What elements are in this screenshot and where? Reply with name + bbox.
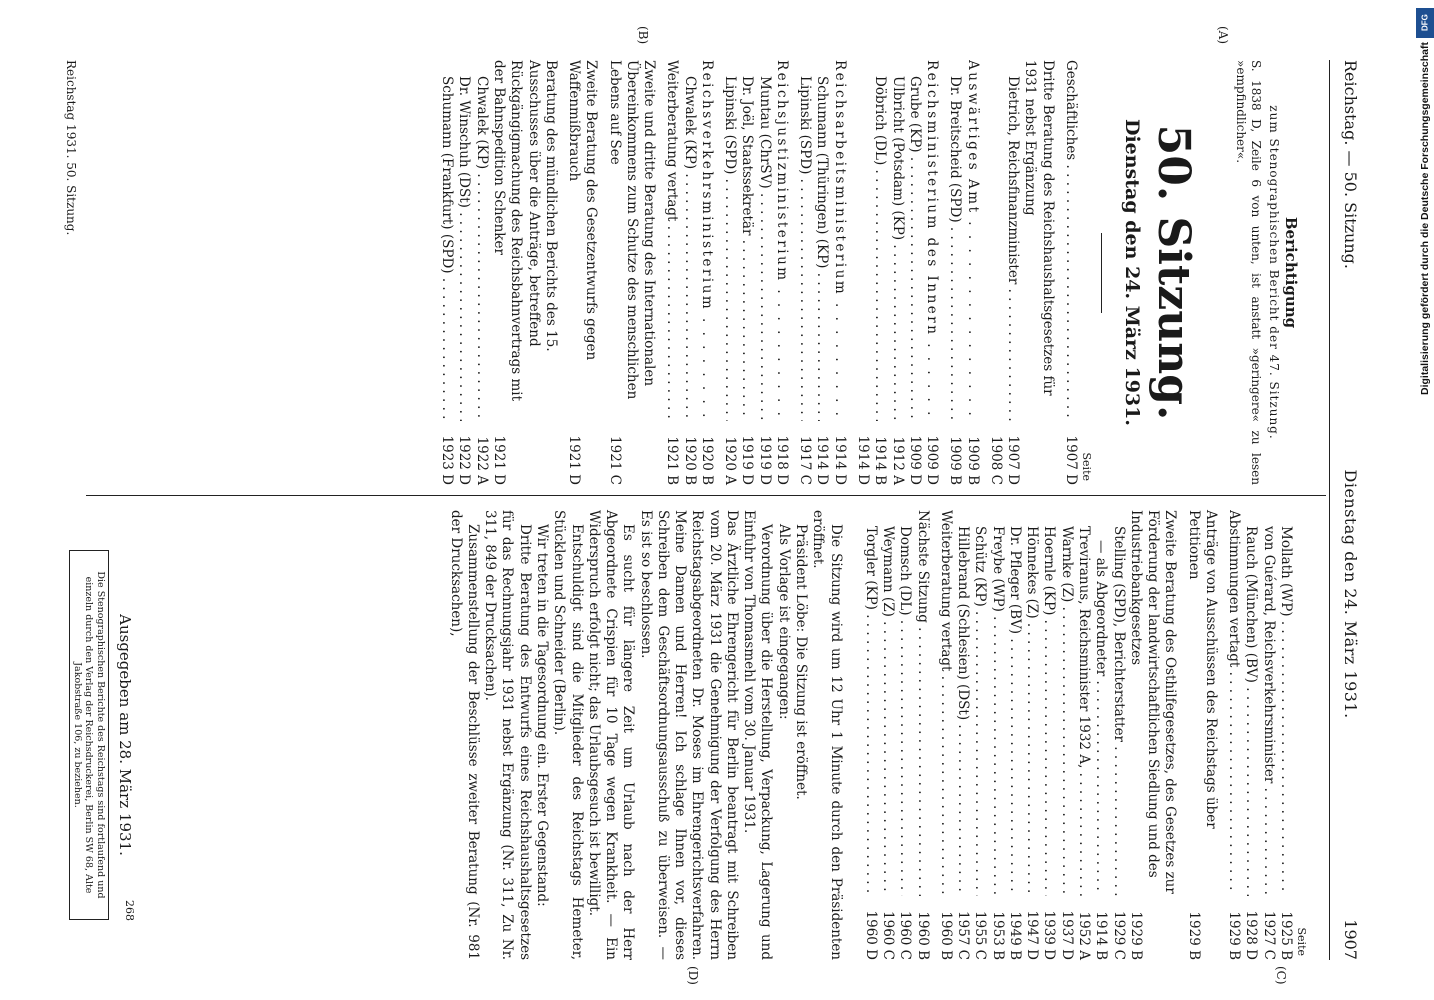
proceedings-paragraph: Als Vorlage ist eingegangen: [775,524,792,720]
toc-entry-page: 1920 A [722,436,739,485]
toc-entry-text: Schumann (Frankfurt) (SPD) . . . [438,60,455,421]
toc-entry [490,60,559,485]
toc-entry-page: 1914 B [1093,911,1110,960]
toc-entry-text: Geschäftliches . . . [1062,60,1079,421]
toc-entry-text: Hillebrand (Schlesien) (DSt) . . . [954,510,971,896]
toc-entry-text: Mollath (WP) . . . [1277,510,1294,896]
toc-entry-text: Weymann (Z) . . . [879,510,896,896]
toc-entry [1006,510,1023,960]
toc-entry-page: 1909 B [947,436,964,485]
toc-entry [721,60,738,485]
toc-entry [854,60,871,485]
toc-entry-text: Döbrich (DL) . . . [871,60,888,421]
toc-entry-page: 1921 C [606,436,623,485]
toc-entry [1057,510,1074,960]
toc-entry-text: Chwalek (KP) . . . [680,60,697,421]
toc-entry-text: Dritte Beratung des Reichshaushaltsgesetzes für 1931 nebst Ergänzung [1022,60,1056,396]
toc-entry [937,510,954,960]
margin-mark-d: (D) [686,966,700,985]
dfg-logo-icon: DFG [1416,8,1434,38]
toc-entry-page: 1909 D [906,435,923,485]
publication-date: Ausgegeben am 28. März 1931. [116,614,134,856]
toc-entry-page: 1929 B [1226,911,1243,960]
toc-entry-page: 1909 D [924,435,941,485]
toc-entry [1062,60,1079,485]
toc-entry-page: 1920 B [698,436,715,485]
toc-entry-text: Dr. Pfleger (BV) . . . [1006,510,1023,896]
toc-entry-page: 1960 B [914,911,931,960]
proceedings-paragraph: Präsident Löbe: Die Sitzung ist eröffnet. [793,524,810,800]
toc-entry [438,60,455,485]
toc-entry-page: 1960 C [880,911,897,960]
table-of-contents-right [862,510,1294,960]
toc-entry-text: Muntau (ChrSV) . . . [755,60,772,421]
toc-entry-text: Anträge von Ausschüssen des Reichstags über Petitionen [1185,510,1219,829]
toc-entry-page: 1929 B [1185,911,1202,960]
correction-subtitle: zum Stenographischen Bericht der 47. Sitzung. [1266,105,1281,440]
toc-entry-text: Dietrich, Reichsfinanzminister . . . [1004,60,1021,421]
imprint-box: Die Stenographischen Berichte des Reichstags sind fortlaufend und einzeln durch den Verlag der Reichsdruckerei, Berlin SW 68, Alte Jakobstraße 106, zu beziehen. [69,550,109,920]
toc-entry-page: 1929 C [1110,911,1127,960]
header-rule [1329,60,1330,960]
toc-entry [565,60,600,485]
toc-entry [946,60,963,485]
toc-entry-page: 1925 B [1277,911,1294,960]
toc-entry-page: 1960 D [862,910,879,960]
toc-entry-page: 1914 B [872,436,889,485]
toc-entry [680,60,697,485]
toc-entry-text: Reichsarbeitsministerium . . . [831,60,848,421]
toc-entry [987,60,1004,485]
toc-entry-page: 1927 C [1260,911,1277,960]
toc-entry-page: 1960 B [937,911,954,960]
toc-entry [1004,60,1021,485]
toc-entry [971,510,988,960]
toc-entry [923,60,940,485]
toc-entry [906,60,923,485]
toc-entry [862,510,879,960]
toc-entry [871,60,888,485]
toc-entry [813,60,830,485]
toc-entry [831,60,848,485]
toc-entry [472,60,489,485]
toc-entry-text: Ulbricht (Potsdam) (KP) . . . [888,60,905,421]
dfg-watermark-text: Digitalisierung gefördert durch die Deutsche Forschungsgemeinschaft [1419,42,1431,395]
toc-entry-page: 1909 B [964,436,981,485]
toc-entry-page: 1914 D [855,435,872,485]
correction-title: Berichtigung [1282,216,1300,329]
running-head-left: Reichstag. — 50. Sitzung. [1341,60,1360,269]
dfg-watermark [1415,8,1434,648]
proceedings-paragraph: Wir treten in die Tagesordnung ein. Erster Gegenstand: [534,524,551,907]
toc-entry-text: Reichsjustizministerium . . . [773,60,790,421]
toc-entry-page: 1912 A [889,436,906,485]
toc-entry-page: 1918 D [773,435,790,485]
footer-left: Reichstag 1931. 50. Sitzung. [64,60,78,236]
toc-entry-text: Domsch (DL) . . . [896,510,913,896]
toc-entry [773,60,790,485]
toc-entry-text: Freybe (WP) . . . [988,510,1005,896]
toc-entry [455,60,472,485]
toc-entry-page: 1960 C [897,911,914,960]
correction-text: S. 1838 D, Zeile 6 von unten, ist anstatt »geringere« zu lesen »empfindlicher«. [1234,60,1264,485]
toc-entry-text: Hönnekes (Z) . . . [1023,510,1040,896]
toc-entry-page: 1907 D [1062,435,1079,485]
right-column [446,510,1308,960]
session-date: Dienstag den 24. März 1931. [1121,118,1144,426]
toc-entry-text: — als Abgeordneter . . . [1092,510,1109,896]
toc-entry-text: Weiterberatung vertagt . . . [663,60,680,421]
toc-entry-page: 1952 A [1076,911,1092,960]
toc-entry [963,60,980,485]
proceedings-paragraph: Die Sitzung wird um 12 Uhr 1 Minute durch den Präsidenten eröffnet. [810,510,844,960]
toc-entry-text: Auswärtiges Amt . . . [963,60,980,421]
toc-entry-text: Schütz (KP) . . . [971,510,988,896]
toc-entry-text: Rauch (München) (BV) . . . [1242,510,1259,896]
toc-entry-text: Schumann (Thüringen) (KP) . . . [813,60,830,421]
toc-entry-text: Zweite und dritte Beratung des Internationalen Übereinkommens zum Schutze des menschlichen Lebens auf See [606,60,658,400]
toc-entry-page: 1937 D [1058,910,1075,960]
toc-entry [1075,510,1092,960]
title-rule [1101,233,1102,313]
proceedings-paragraph: Dritte Beratung des Entwurfs eines Reichshaushaltsgesetzes für das Rechnungsjahr 1931 nebst Ergänzung (Nr. 311, Zu Nr. 311, 849 der Drucksachen). [482,510,533,960]
toc-entry [988,510,1005,960]
running-head-date: Dienstag den 24. März 1931. [1341,469,1360,719]
toc-entry-page: 1928 D [1243,910,1260,960]
toc-entry-text: Beratung des mündlichen Berichts des 15. Ausschusses über die Anträge, betreffend Rückgängigmachung des Reichsbahnvertrags mit der Bahnspedition Schenker [490,60,559,402]
table-of-contents-left [438,60,1079,485]
toc-entry-page: 1939 D [1041,910,1058,960]
toc-entry-text: Chwalek (KP) . . . [472,60,489,421]
toc-entry-page: 1921 B [664,436,681,485]
seite-label-left: Seite [1080,452,1094,481]
footer-right [69,510,134,960]
toc-entry [1040,510,1057,960]
proceedings-text [446,510,843,960]
toc-entry-page: 1908 C [987,436,1004,485]
toc-entry [663,60,680,485]
toc-entry [1127,510,1179,960]
left-column [438,60,1308,485]
toc-entry-text: Reichsministerium des Innern . . . [923,60,940,421]
toc-entry-text: Torgler (KP) . . . [862,510,879,896]
toc-entry-page: 1955 C [972,911,989,960]
toc-entry-page: 1921 D [566,435,583,485]
proceedings-paragraph: Es sucht für längere Zeit um Urlaub nach der Herr Abgeordnete Crispien für 10 Tage wegen Krankheit. — Ein Widerspruch erfolgt nicht; das Urlaubsgesuch ist bewilligt. [585,510,637,960]
toc-entry [796,60,813,485]
session-title: 50. Sitzung. [1147,124,1199,421]
column-rule [86,495,1326,496]
toc-entry-page: 1957 C [955,911,972,960]
toc-entry-text: Treviranus, Reichsminister 1932 A, . . . [1075,510,1092,896]
toc-entry-text: Grube (KP) . . . [906,60,923,421]
toc-entry [1225,510,1242,960]
toc-entry-page: 1917 C [797,436,814,485]
toc-entry-page: 1929 B [1127,911,1144,960]
page-number: 1907 [1341,919,1360,960]
toc-entry [1023,510,1040,960]
toc-entry-page: 1953 B [989,911,1006,960]
toc-entry-text: Nächste Sitzung . . . [913,510,930,896]
toc-entry [755,60,772,485]
toc-entry-page: 1914 D [831,435,848,485]
toc-entry [913,510,930,960]
toc-entry-text: Dr. Joël, Staatssekretär . . . [738,60,755,421]
toc-entry-page: 1907 D [1005,435,1022,485]
margin-mark-a: (A) [1216,26,1230,45]
toc-entry-page: 1920 B [681,436,698,485]
toc-entry [1184,510,1219,960]
toc-entry-page: 1922 A [473,436,490,485]
toc-entry-text: Lipinski (SPD) . . . [796,60,813,421]
toc-entry [738,60,755,485]
toc-entry-text: Zweite Beratung des Osthilfegesetzes, des Gesetzes zur Förderung der landwirtschaftlichen Siedlung und des Industriebankgesetzes [1127,510,1179,894]
toc-entry-page: 1919 D [756,435,773,485]
toc-entry-page: 1923 D [439,435,456,485]
toc-entry-text: Hoernle (KP) . . . [1040,510,1057,896]
running-head [1334,60,1360,960]
toc-entry [896,510,913,960]
toc-entry-page: 1919 D [739,435,756,485]
toc-entry [954,510,971,960]
sheet-number: 268 [123,900,136,921]
proceedings-paragraph: Das Ärztliche Ehrengericht für Berlin beantragt mit Schreiben vom 20. März 1931 die Genehmigung der Verfolgung des Herrn Reichstagsabgeordneten Dr. Moses im Ehrengerichtsverfahren. Meine Damen und Herren! Ich schlage Ihnen vor, dieses Schreiben dem Geschäftsordnungsausschuß zu überweisen. — Es ist so beschlossen. [637,510,740,960]
toc-entry [605,60,657,485]
toc-entry-page: 1914 D [814,435,831,485]
toc-entry-page: 1921 D [490,435,507,485]
toc-entry-text: Weiterberatung vertagt . . . [937,510,954,896]
toc-entry [1092,510,1109,960]
toc-entry-text: Abstimmungen vertagt . . . [1225,510,1242,896]
toc-entry-page: 1922 D [456,435,473,485]
toc-entry-text: Dr. Winschuh (DSt) . . . [455,60,472,421]
toc-entry [1259,510,1276,960]
toc-entry-text: Warnke (Z) . . . [1057,510,1074,896]
toc-entry [879,510,896,960]
seite-label-right: Seite [1295,927,1308,956]
toc-entry-text: Stelling (SPD), Berichterstatter . . . [1109,510,1126,896]
toc-entry-text: Zweite Beratung des Gesetzentwurfs gegen Waffenmißbrauch [566,60,600,361]
toc-entry [698,60,715,485]
toc-entry-page: 1949 B [1006,911,1023,960]
proceedings-paragraph: Verordnung über die Herstellung, Verpackung, Lagerung und Einfuhr von Thomasmehl vom 30. Januar 1931. [741,510,775,960]
toc-entry [1242,510,1259,960]
toc-entry [1021,60,1056,485]
toc-entry-text: von Guérard, Reichsverkehrsminister . . . [1259,510,1276,896]
toc-entry [1109,510,1126,960]
proceedings-paragraph: Entschuldigt sind die Mitglieder des Reichstags Hemeter, Stücklen und Schneider (Berlin). [551,510,585,960]
toc-entry-text: Dr. Breitscheid (SPD) . . . [946,60,963,421]
toc-entry-text: Reichsverkehrsministerium . . . [698,60,715,421]
toc-entry-text: Lipinski (SPD) . . . [721,60,738,421]
toc-entry [1277,510,1294,960]
margin-mark-b: (B) [636,26,650,45]
toc-entry-page: 1947 D [1024,910,1041,960]
toc-entry [888,60,905,485]
proceedings-paragraph: Zusammenstellung der Beschlüsse zweiter Beratung (Nr. 981 der Drucksachen), [447,510,481,960]
margin-mark-c: (C) [1274,966,1288,985]
